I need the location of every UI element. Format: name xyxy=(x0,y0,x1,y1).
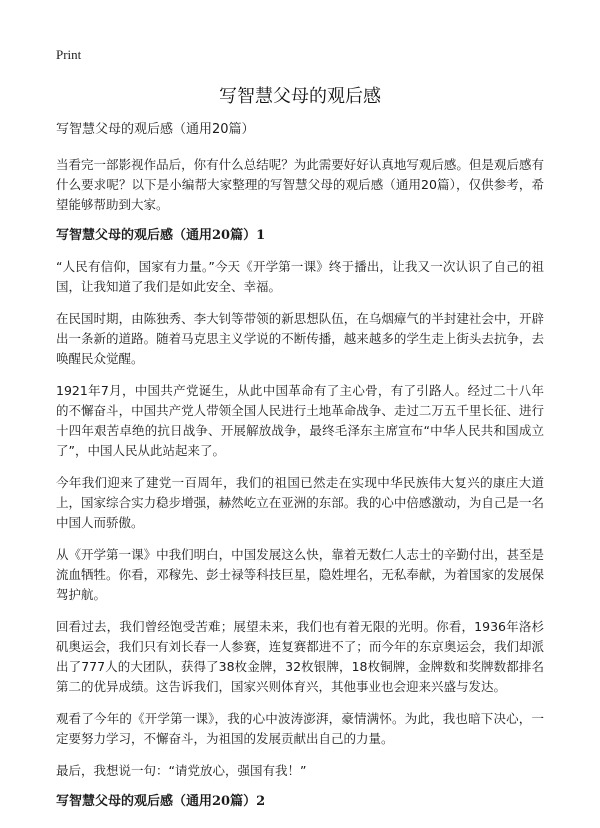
body-paragraph: 今年我们迎来了建党一百周年，我们的祖国已然走在实现中华民族伟大复兴的康庄大道上，国家综合实力稳步增强，赫然屹立在亚洲的东部。我的心中倍感激动，为自己是一名中国人而骄傲。 xyxy=(56,475,544,530)
body-paragraph: 1921年7月，中国共产党诞生，从此中国革命有了主心骨，有了引路人。经过二十八年的不懈奋斗，中国共产党人带领全国人民进行土地革命战争、走过二万五千里长征、进行十四年艰苦卓绝的抗日战争、开展解放战争，最终毛泽东主席宣布“中华人民共和国成立了”，中国人民从此站起来了。 xyxy=(56,383,544,458)
body-paragraph: 回看过去，我们曾经饱受苦难；展望未来，我们也有着无限的光明。你看，1936年洛杉矶奥运会，我们只有刘长春一人参赛，连复赛都进不了；而今年的东京奥运会，我们却派出了777人的大团队，获得了38枚金牌，32枚银牌，18枚铜牌，金牌数和奖牌数都排名第二的优异成绩。这告诉我们，国家兴则体育兴，其他事业也会迎来兴盛与发达。 xyxy=(56,619,544,694)
section-heading-2: 写智慧父母的观后感（通用20篇）2 xyxy=(56,794,266,809)
body-paragraph: “人民有信仰，国家有力量。”今天《开学第一课》终于播出，让我又一次认识了自己的祖国，让我知道了我们是如此安全、幸福。 xyxy=(56,259,544,294)
print-link[interactable]: Print xyxy=(56,47,82,62)
page-title: 写智慧父母的观后感 xyxy=(219,86,381,107)
section-heading-1: 写智慧父母的观后感（通用20篇）1 xyxy=(56,228,266,243)
intro-paragraph: 当看完一部影视作品后，你有什么总结呢？为此需要好好认真地写观后感。但是观后感有什么要求呢？以下是小编帮大家整理的写智慧父母的观后感（通用20篇），仅供参考，希望能够帮助到大家。 xyxy=(56,157,544,212)
body-paragraph: 在民国时期，由陈独秀、李大钊等带领的新思想队伍，在乌烟瘴气的半封建社会中，开辟出一条新的道路。随着马克思主义学说的不断传播，越来越多的学生走上街头去抗争，去唤醒民众觉醒。 xyxy=(56,311,544,366)
document-subtitle: 写智慧父母的观后感（通用20篇） xyxy=(56,122,255,137)
body-paragraph: 从《开学第一课》中我们明白，中国发展这么快，靠着无数仁人志士的辛勤付出，甚至是流血牺牲。你看，邓稼先、彭士禄等科技巨星，隐姓埋名，无私奉献，为着国家的发展保驾护航。 xyxy=(56,547,544,602)
body-paragraph: 最后，我想说一句：“请党放心，强国有我！” xyxy=(56,763,307,778)
body-paragraph: 观看了今年的《开学第一课》，我的心中波涛澎湃，豪情满怀。为此，我也暗下决心，一定要努力学习，不懈奋斗，为祖国的发展贡献出自己的力量。 xyxy=(56,711,544,746)
